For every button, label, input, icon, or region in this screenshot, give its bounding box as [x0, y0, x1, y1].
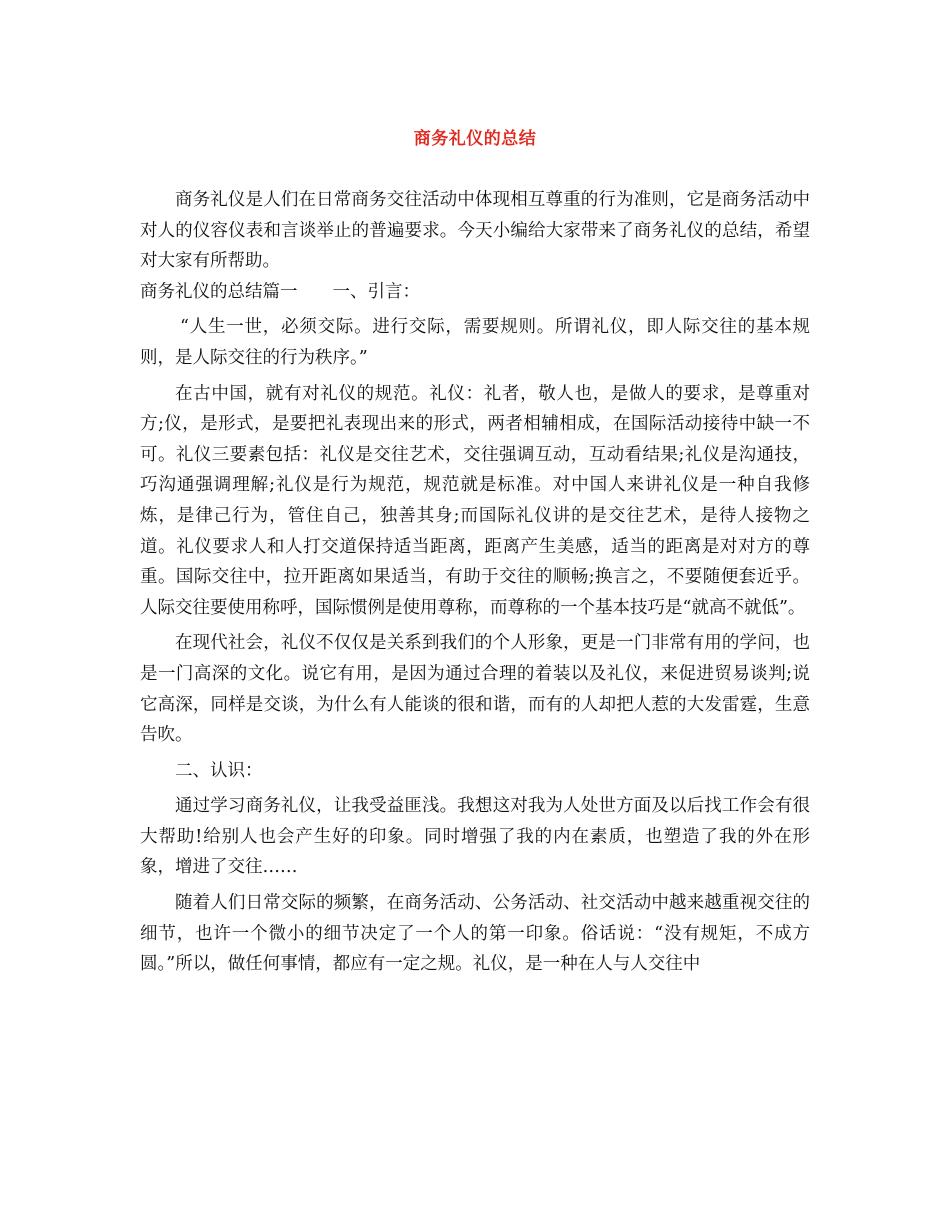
paragraph-daily-interaction: 随着人们日常交际的频繁，在商务活动、公务活动、社交活动中越来越重视交往的细节，也许一个微小的细节决定了一个人的第一印象。俗话说：“没有规矩，不成方圆。”所以，做任何事情，都应有一定之规。礼仪，是一种在人与人交往中 [140, 893, 810, 975]
section-heading-part-one: 商务礼仪的总结篇一 一、引言： [140, 281, 420, 302]
document-title: 商务礼仪的总结 [413, 129, 537, 149]
paragraph-quote: “人生一世，必须交际。进行交际，需要规则。所谓礼仪，即人际交往的基本规则，是人际交往的行为秩序。” [140, 317, 810, 368]
paragraph-modern-society: 在现代社会，礼仪不仅仅是关系到我们的个人形象，更是一门非常有用的学问，也是一门高深的文化。说它有用，是因为通过合理的着装以及礼仪，来促进贸易谈判;说它高深，同样是交谈，为什么有人能谈的很和谐，而有的人却把人惹的大发雷霆，生意告吹。 [140, 633, 810, 746]
paragraph-ancient-china: 在古中国，就有对礼仪的规范。礼仪：礼者，敬人也，是做人的要求，是尊重对方;仪，是形式，是要把礼表现出来的形式，两者相辅相成，在国际活动接待中缺一不可。礼仪三要素包括：礼仪是交往艺术，交往强调互动，互动看结果;礼仪是沟通技，巧沟通强调理解;礼仪是行为规范，规范就是标准。对中国人来讲礼仪是一种自我修炼，是律己行为，管住自己，独善其身;而国际礼仪讲的是交往艺术，是待人接物之道。礼仪要求人和人打交道保持适当距离，距离产生美感，适当的距离是对对方的尊重。国际交往中，拉开距离如果适当，有助于交往的顺畅;换言之，不要随便套近乎。人际交往要使用称呼，国际惯例是使用尊称，而尊称的一个基本技巧是“就高不就低”。 [140, 383, 810, 618]
paragraph-learning: 通过学习商务礼仪，让我受益匪浅。我想这对我为人处世方面及以后找工作会有很大帮助!给别人也会产生好的印象。同时增强了我的内在素质，也塑造了我的外在形象，增进了交往…… [140, 796, 810, 878]
paragraph-intro: 商务礼仪是人们在日常商务交往活动中体现相互尊重的行为准则，它是商务活动中对人的仪容仪表和言谈举止的普遍要求。今天小编给大家带来了商务礼仪的总结，希望对大家有所帮助。 [140, 190, 810, 272]
section-heading-understanding: 二、认识： [175, 760, 263, 781]
document-body [140, 185, 810, 980]
